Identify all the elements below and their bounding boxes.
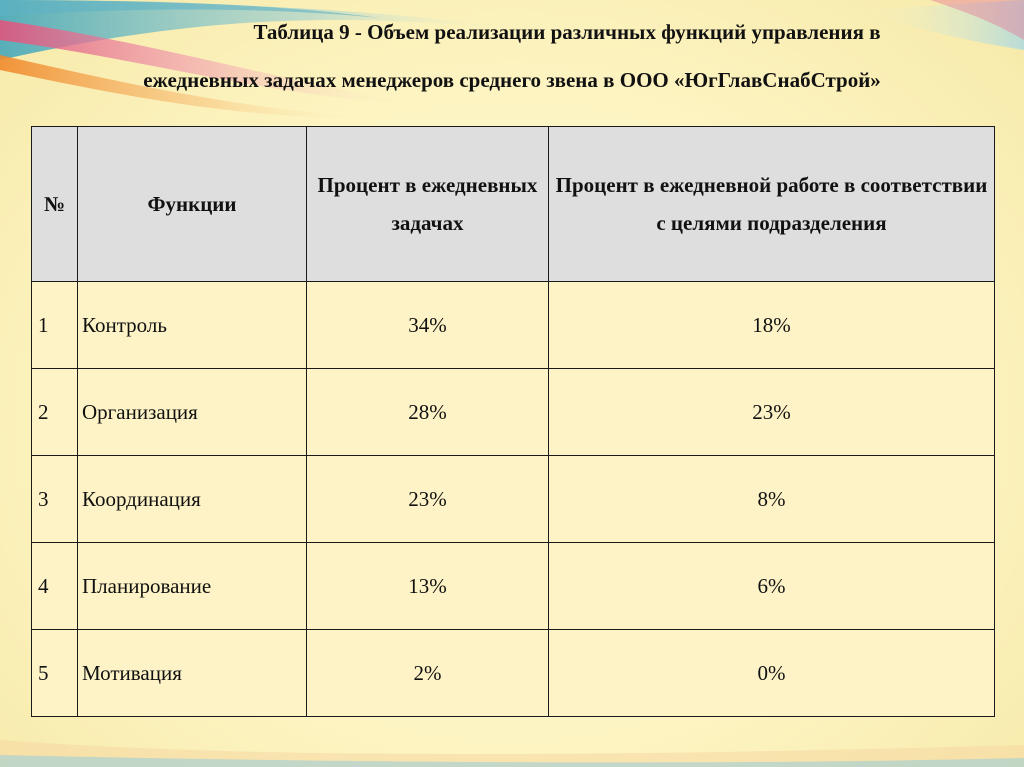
row-percent-daily: 23% <box>307 456 549 543</box>
table-row <box>32 543 995 630</box>
header-percent-goals: Процент в ежедневной работе в соответствии с целями подразделения <box>549 127 995 282</box>
row-percent-goals: 0% <box>549 630 995 717</box>
row-percent-goals: 18% <box>549 282 995 369</box>
header-function: Функции <box>78 127 307 282</box>
row-number: 1 <box>32 282 78 369</box>
row-function: Контроль <box>78 282 307 369</box>
title-line-1: Таблица 9 - Объем реализации различных функций управления в <box>253 20 881 44</box>
row-percent-goals: 6% <box>549 543 995 630</box>
row-function: Организация <box>78 369 307 456</box>
title-line-2: ежедневных задачах менеджеров среднего звена в ООО «ЮгГлавСнабСтрой» <box>143 68 881 92</box>
row-number: 4 <box>32 543 78 630</box>
slide-title <box>40 8 984 104</box>
table-row <box>32 369 995 456</box>
row-number: 2 <box>32 369 78 456</box>
row-function: Планирование <box>78 543 307 630</box>
row-percent-goals: 8% <box>549 456 995 543</box>
header-percent-daily: Процент в ежедневных задачах <box>307 127 549 282</box>
row-percent-daily: 13% <box>307 543 549 630</box>
row-percent-goals: 23% <box>549 369 995 456</box>
functions-table <box>31 126 995 717</box>
row-function: Координация <box>78 456 307 543</box>
table-header-row <box>32 127 995 282</box>
table-row <box>32 282 995 369</box>
table-row <box>32 630 995 717</box>
header-number: № <box>32 127 78 282</box>
row-number: 3 <box>32 456 78 543</box>
table-row <box>32 456 995 543</box>
row-percent-daily: 28% <box>307 369 549 456</box>
row-percent-daily: 34% <box>307 282 549 369</box>
row-percent-daily: 2% <box>307 630 549 717</box>
row-number: 5 <box>32 630 78 717</box>
row-function: Мотивация <box>78 630 307 717</box>
